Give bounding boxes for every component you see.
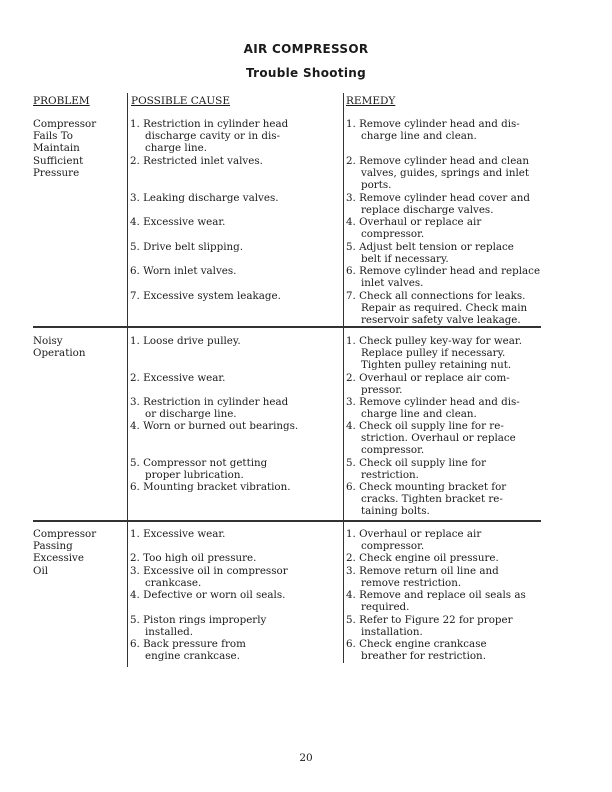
remedy-item-line: 1. Check pulley key-way for wear. xyxy=(346,335,522,347)
problem-label-line: Excessive xyxy=(33,552,84,565)
remedy-item-line: restriction. xyxy=(361,469,419,482)
remedy-item xyxy=(346,457,486,481)
remedy-item-line: taining bolts. xyxy=(361,505,430,518)
cause-item-line: 6. Back pressure from xyxy=(130,638,246,650)
page-number: 20 xyxy=(299,752,313,764)
cause-item-line: engine crankcase. xyxy=(145,650,240,663)
remedy-item-line: 5. Check oil supply line for xyxy=(346,457,487,469)
cause-item-line: 4. Excessive wear. xyxy=(130,216,226,228)
cause-item-line: 5. Drive belt slipping. xyxy=(130,241,243,253)
remedy-item-line: inlet valves. xyxy=(361,277,424,290)
problem-label-line: Compressor xyxy=(33,528,97,540)
cause-item-line: 4. Defective or worn oil seals. xyxy=(130,589,286,601)
cause-item xyxy=(130,638,246,662)
remedy-item xyxy=(346,528,481,552)
remedy-item-line: 1. Overhaul or replace air xyxy=(346,528,482,540)
remedy-item xyxy=(346,396,520,420)
remedy-item-line: pressor. xyxy=(361,384,403,397)
problem-label-line: Passing xyxy=(33,540,73,553)
cause-item-line: installed. xyxy=(145,626,194,639)
cause-item-line: 2. Restricted inlet valves. xyxy=(130,155,263,167)
cause-item xyxy=(130,589,285,601)
remedy-item xyxy=(346,216,481,240)
remedy-item-line: belt if necessary. xyxy=(361,253,449,266)
cause-item-line: 2. Excessive wear. xyxy=(130,372,226,384)
problem-label-line: Maintain xyxy=(33,142,80,155)
cause-item-line: 6. Worn inlet valves. xyxy=(130,265,237,277)
cause-item xyxy=(130,372,225,384)
remedy-item-line: compressor. xyxy=(361,540,425,553)
cause-item xyxy=(130,290,281,302)
remedy-item-line: required. xyxy=(361,601,410,614)
cause-item xyxy=(130,265,236,277)
remedy-item-line: breather for restriction. xyxy=(361,650,486,663)
problem-label-line: Noisy xyxy=(33,335,63,347)
remedy-item xyxy=(346,638,487,662)
remedy-item xyxy=(346,118,520,142)
remedy-item xyxy=(346,481,506,518)
remedy-item xyxy=(346,290,527,327)
problem-label-line: Fails To xyxy=(33,130,73,143)
remedy-item xyxy=(346,614,513,638)
cause-item-line: 1. Loose drive pulley. xyxy=(130,335,241,347)
cause-item-line: proper lubrication. xyxy=(145,469,244,482)
remedy-item-line: charge line and clean. xyxy=(361,408,477,421)
remedy-item-line: replace discharge valves. xyxy=(361,204,494,217)
remedy-item xyxy=(346,552,499,564)
problem-label-line: Operation xyxy=(33,347,86,360)
remedy-item xyxy=(346,192,530,216)
cause-item xyxy=(130,528,225,540)
remedy-item-line: 6. Check mounting bracket for xyxy=(346,481,507,493)
cause-item-line: 7. Excessive system leakage. xyxy=(130,290,281,302)
cause-item-line: 2. Too high oil pressure. xyxy=(130,552,257,564)
remedy-item-line: valves, guides, springs and inlet xyxy=(361,167,529,180)
column-divider-remedy xyxy=(343,93,344,663)
remedy-item xyxy=(346,565,499,589)
remedy-item-line: 3. Remove cylinder head cover and xyxy=(346,192,530,204)
cause-item-line: 5. Piston rings improperly xyxy=(130,614,267,626)
page-title: AIR COMPRESSOR xyxy=(243,42,369,56)
cause-item-line: 3. Leaking discharge valves. xyxy=(130,192,279,204)
cause-item xyxy=(130,420,298,432)
header-possible-cause: POSSIBLE CAUSE xyxy=(131,95,231,107)
remedy-item-line: ports. xyxy=(361,179,392,192)
remedy-item xyxy=(346,335,522,372)
remedy-item-line: 4. Check oil supply line for re- xyxy=(346,420,504,432)
page-subtitle: Trouble Shooting xyxy=(245,66,367,80)
cause-item-line: 1. Restriction in cylinder head xyxy=(130,118,289,130)
problem-label xyxy=(33,118,96,179)
remedy-item xyxy=(346,265,540,289)
remedy-item-line: compressor. xyxy=(361,228,425,241)
cause-item xyxy=(130,565,288,589)
remedy-item-line: cracks. Tighten bracket re- xyxy=(361,493,503,506)
remedy-item-line: remove restriction. xyxy=(361,577,462,590)
remedy-item-line: striction. Overhaul or replace xyxy=(361,432,516,445)
problem-label-line: Sufficient xyxy=(33,154,84,167)
remedy-item xyxy=(346,241,514,265)
header-problem: PROBLEM xyxy=(33,95,90,107)
remedy-item-line: Tighten pulley retaining nut. xyxy=(361,359,512,372)
cause-item-line: charge line. xyxy=(145,142,208,155)
remedy-item-line: 5. Refer to Figure 22 for proper xyxy=(346,614,513,626)
cause-item xyxy=(130,241,243,253)
cause-item xyxy=(130,481,291,493)
remedy-item-line: 2. Remove cylinder head and clean xyxy=(346,155,530,167)
cause-item-line: 5. Compressor not getting xyxy=(130,457,268,469)
cause-item-line: 3. Restriction in cylinder head xyxy=(130,396,289,408)
cause-item xyxy=(130,216,225,228)
remedy-item-line: Replace pulley if necessary. xyxy=(361,347,506,360)
cause-item-line: crankcase. xyxy=(145,577,202,590)
remedy-item-line: charge line and clean. xyxy=(361,130,477,143)
cause-item xyxy=(130,118,288,155)
remedy-item-line: 7. Check all connections for leaks. xyxy=(346,290,526,302)
cause-item xyxy=(130,335,241,347)
remedy-item-line: 1. Remove cylinder head and dis- xyxy=(346,118,520,130)
cause-item-line: 6. Mounting bracket vibration. xyxy=(130,481,291,493)
remedy-item-line: 3. Remove return oil line and xyxy=(346,565,499,577)
remedy-item-line: 5. Adjust belt tension or replace xyxy=(346,241,514,253)
problem-label xyxy=(33,528,96,577)
remedy-item xyxy=(346,372,510,396)
remedy-item-line: 2. Check engine oil pressure. xyxy=(346,552,499,564)
remedy-item-line: installation. xyxy=(361,626,423,639)
remedy-item-line: compressor. xyxy=(361,444,425,457)
cause-item-line: or discharge line. xyxy=(145,408,237,421)
problem-label-line: Oil xyxy=(33,564,49,577)
cause-item-line: 4. Worn or burned out bearings. xyxy=(130,420,299,432)
remedy-item-line: reservoir safety valve leakage. xyxy=(361,314,521,327)
problem-label-line: Compressor xyxy=(33,118,97,130)
cause-item xyxy=(130,552,256,564)
remedy-item-line: 4. Overhaul or replace air xyxy=(346,216,482,228)
remedy-item-line: 2. Overhaul or replace air com- xyxy=(346,372,510,384)
column-divider-cause xyxy=(127,93,128,667)
cause-item-line: discharge cavity or in dis- xyxy=(145,130,281,143)
cause-item xyxy=(130,192,279,204)
problem-label xyxy=(33,335,85,359)
cause-item xyxy=(130,396,288,420)
remedy-item-line: 3. Remove cylinder head and dis- xyxy=(346,396,520,408)
cause-item xyxy=(130,457,267,481)
problem-label-line: Pressure xyxy=(33,166,80,179)
cause-item xyxy=(130,155,263,167)
cause-item-line: 3. Excessive oil in compressor xyxy=(130,565,288,577)
cause-item-line: 1. Excessive wear. xyxy=(130,528,226,540)
remedy-item xyxy=(346,155,529,192)
remedy-item-line: 6. Check engine crankcase xyxy=(346,638,487,650)
remedy-item xyxy=(346,420,516,457)
cause-item xyxy=(130,614,266,638)
remedy-item-line: 4. Remove and replace oil seals as xyxy=(346,589,526,601)
section-divider xyxy=(33,520,541,522)
header-remedy: REMEDY xyxy=(346,95,396,107)
remedy-item xyxy=(346,589,526,613)
remedy-item-line: Repair as required. Check main xyxy=(361,302,528,315)
remedy-item-line: 6. Remove cylinder head and replace xyxy=(346,265,541,277)
